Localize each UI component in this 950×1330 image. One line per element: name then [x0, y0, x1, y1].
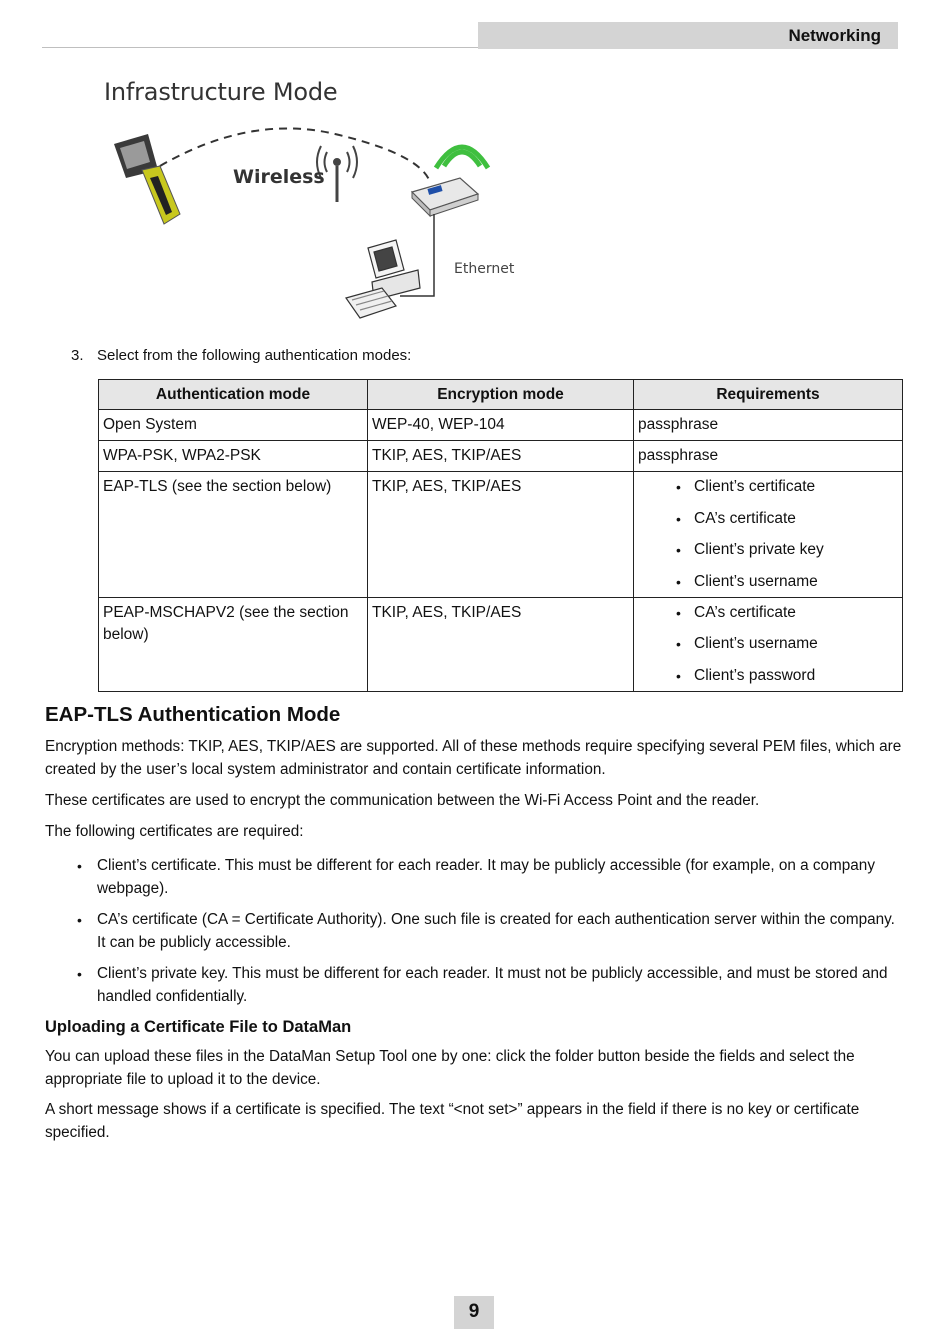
list-item: • CA’s certificate (CA = Certificate Authority). One such file is created for each authentication server within the company. It can be publicly accessible. [45, 909, 905, 954]
list-item: • Client’s username [638, 571, 898, 593]
encryption-cell: TKIP, AES, TKIP/AES [368, 597, 634, 691]
list-item: • Client’s private key. This must be different for each reader. It must not be publicly accessible, and must be stored and handled confidentially. [45, 963, 905, 1008]
page-number: 9 [454, 1296, 494, 1329]
eap-paragraph-1: Encryption methods: TKIP, AES, TKIP/AES are supported. All of these methods require specifying several PEM files, which are created by the user’s local system administrator and contain certificate information. [45, 738, 902, 778]
step-number: 3. [71, 347, 84, 364]
requirements-cell: passphrase [634, 410, 903, 441]
step-text: Select from the following authentication modes: [97, 347, 412, 364]
table-row [99, 410, 903, 441]
ethernet-label: Ethernet [454, 261, 515, 277]
wireless-label: Wireless [233, 166, 325, 188]
table-row [99, 472, 903, 598]
list-item: • Client’s private key [638, 539, 898, 561]
list-item: • Client’s certificate. This must be different for each reader. It may be publicly accessible (for example, on a company webpage). [45, 855, 905, 900]
auth-mode-table [98, 379, 903, 692]
encryption-cell: TKIP, AES, TKIP/AES [368, 472, 634, 598]
list-item: • Client’s password [638, 665, 898, 687]
eap-paragraph-2: These certificates are used to encrypt the communication between the Wi-Fi Access Point and the reader. [45, 792, 760, 809]
table-row [99, 597, 903, 691]
table-header-row [99, 380, 903, 410]
requirements-cell [634, 472, 903, 598]
list-item: • Client’s username [638, 633, 898, 655]
list-item: • Client’s certificate [638, 476, 898, 498]
computer-icon [346, 240, 420, 318]
diagram-title: Infrastructure Mode [104, 78, 338, 106]
eap-tls-heading: EAP-TLS Authentication Mode [45, 703, 341, 726]
requirements-list [638, 476, 898, 593]
column-header: Authentication mode [99, 380, 368, 410]
upload-paragraph-2: A short message shows if a certificate is specified. The text “<not set>” appears in the field if there is no key or certificate specified. [45, 1101, 860, 1141]
auth-mode-cell: PEAP-MSCHAPV2 (see the section below) [99, 597, 368, 691]
list-item: • CA’s certificate [638, 508, 898, 530]
step-3 [71, 347, 411, 364]
requirements-cell [634, 597, 903, 691]
table-row [99, 441, 903, 472]
upload-paragraph-1: You can upload these files in the DataMan Setup Tool one by one: click the folder button beside the fields and select the appropriate file to upload it to the device. [45, 1048, 855, 1088]
auth-mode-cell: WPA-PSK, WPA2-PSK [99, 441, 368, 472]
encryption-cell: TKIP, AES, TKIP/AES [368, 441, 634, 472]
upload-heading: Uploading a Certificate File to DataMan [45, 1018, 352, 1036]
certificate-list [45, 855, 905, 1017]
column-header: Requirements [634, 380, 903, 410]
requirements-cell: passphrase [634, 441, 903, 472]
diagram-graphics [100, 74, 540, 328]
list-item: • CA’s certificate [638, 602, 898, 624]
encryption-cell: WEP-40, WEP-104 [368, 410, 634, 441]
requirements-list [638, 602, 898, 687]
router-icon [412, 147, 488, 216]
eap-paragraph-3: The following certificates are required: [45, 823, 304, 840]
infrastructure-diagram [100, 74, 540, 328]
auth-mode-cell: Open System [99, 410, 368, 441]
auth-mode-cell: EAP-TLS (see the section below) [99, 472, 368, 598]
barcode-scanner-icon [114, 134, 180, 224]
column-header: Encryption mode [368, 380, 634, 410]
section-header: Networking [478, 22, 898, 49]
